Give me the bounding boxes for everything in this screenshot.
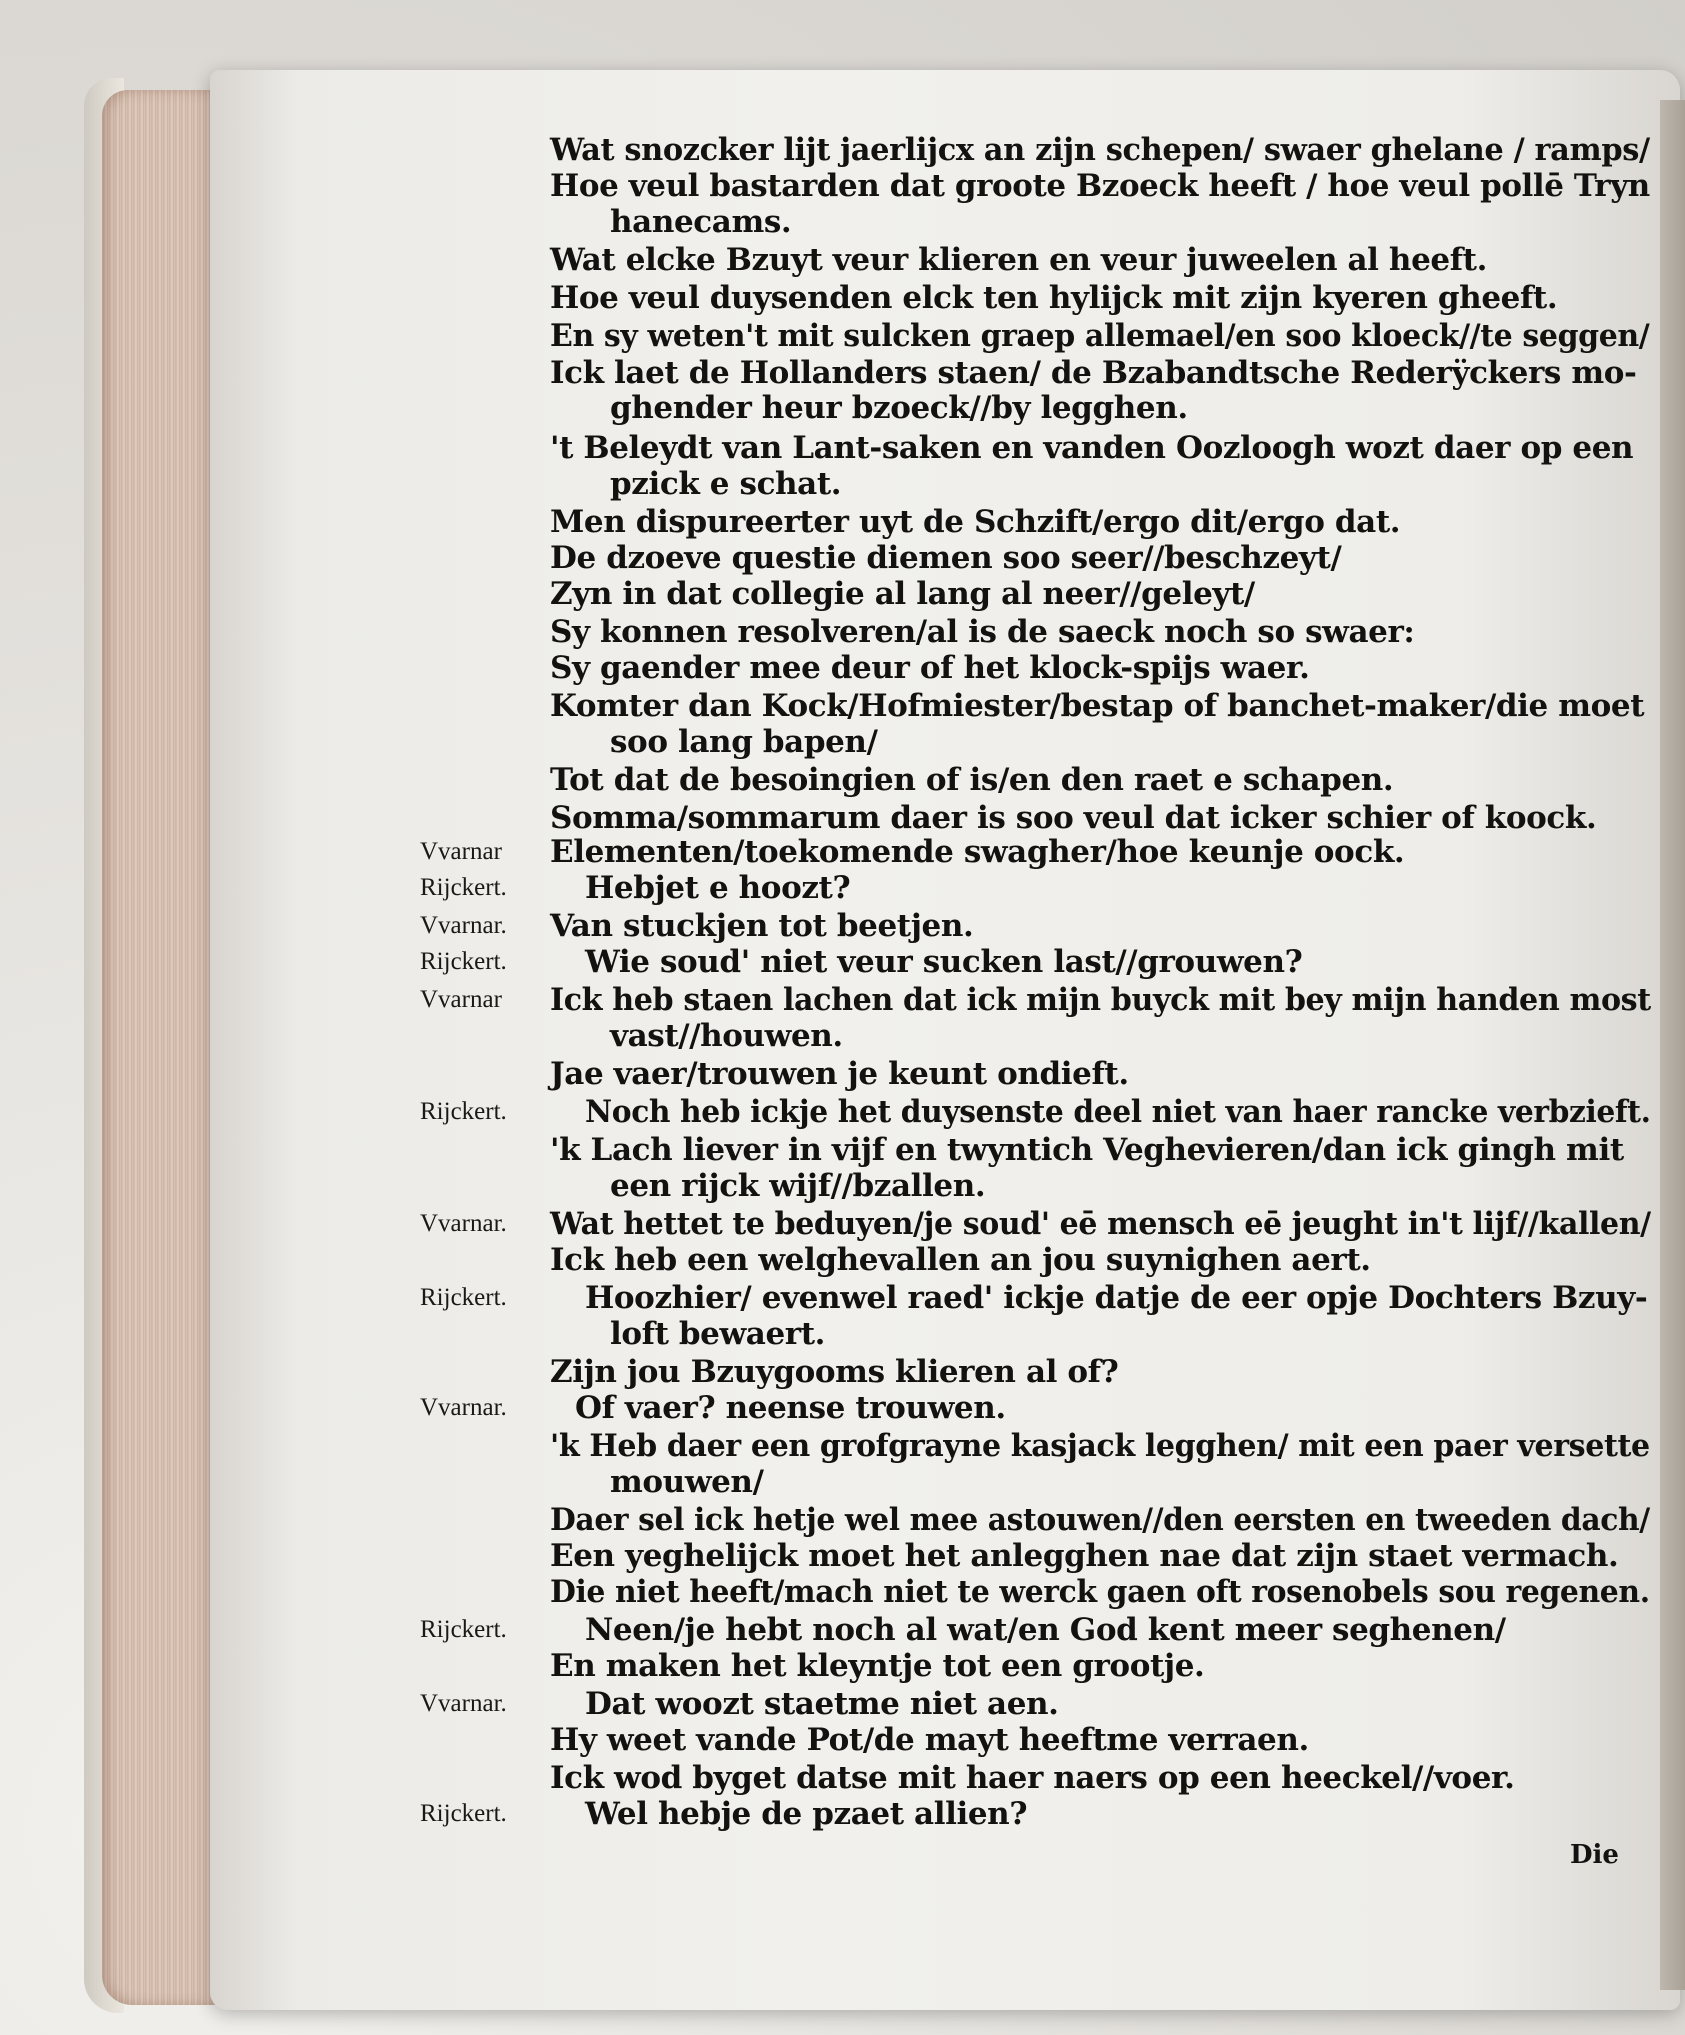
text-line: Neen/je hebt noch al wat/en God kent meer seghenen/ — [585, 1612, 1506, 1648]
text-line: Een yeghelijck moet het anlegghen nae dat zijn staet vermach. — [550, 1538, 1619, 1574]
speaker-label: Vvarnar. — [420, 1690, 507, 1717]
text-line: vast//houwen. — [610, 1018, 843, 1054]
speaker-label: Rijckert. — [420, 874, 507, 901]
text-line: Die niet heeft/mach niet te werck gaen oft rosenobels sou regenen. — [550, 1574, 1650, 1610]
speaker-label: Vvarnar. — [420, 1394, 507, 1421]
text-line: Sy konnen resolveren/al is de saeck noch so swaer: — [550, 614, 1415, 650]
text-line: Ick heb staen lachen dat ick mijn buyck mit bey mijn handen most — [550, 982, 1651, 1018]
text-line: Dat woozt staetme niet aen. — [585, 1686, 1059, 1722]
speaker-label: Rijckert. — [420, 1800, 507, 1827]
text-line: Wat snozcker lijt jaerlijcx an zijn schepen/ swaer ghelane / ramps/ — [550, 132, 1650, 168]
text-line: De dzoeve questie diemen soo seer//beschzeyt/ — [550, 540, 1342, 576]
speaker-label: Rijckert. — [420, 948, 507, 975]
text-line: Sy gaender mee deur of het klock-spijs waer. — [550, 650, 1310, 686]
text-line: Zijn jou Bzuygooms klieren al of? — [550, 1354, 1119, 1390]
text-line: Of vaer? neense trouwen. — [575, 1390, 1006, 1426]
page-block-edges — [102, 90, 222, 2005]
catchword: Die — [1570, 1840, 1619, 1870]
text-line: 'k Lach liever in vijf en twyntich Veghevieren/dan ick gingh mit — [550, 1132, 1624, 1168]
text-line: Tot dat de besoingien of is/en den raet e schapen. — [550, 762, 1394, 798]
text-line: Elementen/toekomende swagher/hoe keunje oock. — [550, 834, 1405, 870]
text-line: Jae vaer/trouwen je keunt ondieft. — [550, 1056, 1129, 1092]
text-line: En sy weten't mit sulcken graep allemael/en soo kloeck//te seggen/ — [550, 318, 1650, 354]
text-line: Van stuckjen tot beetjen. — [550, 908, 974, 944]
text-line: soo lang bapen/ — [610, 724, 878, 760]
text-line: Wat hettet te beduyen/je soud' eē mensch eē jeught in't lijf//kallen/ — [550, 1206, 1651, 1242]
book-page — [210, 70, 1680, 2010]
text-line: Hoe veul bastarden dat groote Bzoeck heeft / hoe veul pollē Tryn — [550, 168, 1650, 204]
speaker-label: Vvarnar. — [420, 1210, 507, 1237]
page-text — [210, 70, 1680, 2010]
facing-page-edge — [1660, 100, 1685, 1990]
text-line: En maken het kleyntje tot een grootje. — [550, 1648, 1205, 1684]
open-book — [60, 70, 1680, 2015]
text-line: Somma/sommarum daer is soo veul dat icker schier of koock. — [550, 800, 1597, 836]
text-line: een rijck wijf//bzallen. — [610, 1168, 986, 1204]
text-line: Hoozhier/ evenwel raed' ickje datje de eer opje Dochters Bzuy- — [585, 1280, 1648, 1316]
text-line: pzick e schat. — [610, 466, 842, 502]
speaker-label: Rijckert. — [420, 1284, 507, 1311]
speaker-label: Vvarnar — [420, 986, 502, 1013]
text-line: Hoe veul duysenden elck ten hylijck mit zijn kyeren gheeft. — [550, 280, 1558, 316]
text-line: Daer sel ick hetje wel mee astouwen//den eersten en tweeden dach/ — [550, 1502, 1650, 1538]
text-line: 't Beleydt van Lant-saken en vanden Oozloogh wozt daer op een — [550, 430, 1634, 466]
text-line: Wat elcke Bzuyt veur klieren en veur juweelen al heeft. — [550, 242, 1487, 278]
speaker-label: Vvarnar. — [420, 912, 507, 939]
text-line: loft bewaert. — [610, 1316, 826, 1352]
text-line: Ick laet de Hollanders staen/ de Bzabandtsche Rederÿckers mo- — [550, 355, 1637, 391]
text-line: Wie soud' niet veur sucken last//grouwen? — [585, 944, 1303, 980]
text-line: ghender heur bzoeck//by legghen. — [610, 390, 1188, 426]
text-line: Zyn in dat collegie al lang al neer//geleyt/ — [550, 576, 1255, 612]
text-line: 'k Heb daer een grofgrayne kasjack legghen/ mit een paer versette — [550, 1428, 1650, 1464]
text-line: Hebjet e hoozt? — [585, 870, 851, 906]
speaker-label: Rijckert. — [420, 1616, 507, 1643]
text-line: Ick heb een welghevallen an jou suynighen aert. — [550, 1242, 1371, 1278]
speaker-label: Vvarnar — [420, 838, 502, 865]
text-line: Komter dan Kock/Hofmiester/bestap of banchet-maker/die moet — [550, 688, 1645, 724]
text-line: Ick wod byget datse mit haer naers op een heeckel//voer. — [550, 1760, 1515, 1796]
text-line: Hy weet vande Pot/de mayt heeftme verraen. — [550, 1722, 1309, 1758]
text-line: Men dispureerter uyt de Schzift/ergo dit/ergo dat. — [550, 504, 1401, 540]
text-line: Wel hebje de pzaet allien? — [585, 1796, 1028, 1832]
speaker-label: Rijckert. — [420, 1098, 507, 1125]
text-line: mouwen/ — [610, 1464, 764, 1500]
text-line: hanecams. — [610, 204, 792, 240]
text-line: Noch heb ickje het duysenste deel niet van haer rancke verbzieft. — [585, 1094, 1651, 1130]
